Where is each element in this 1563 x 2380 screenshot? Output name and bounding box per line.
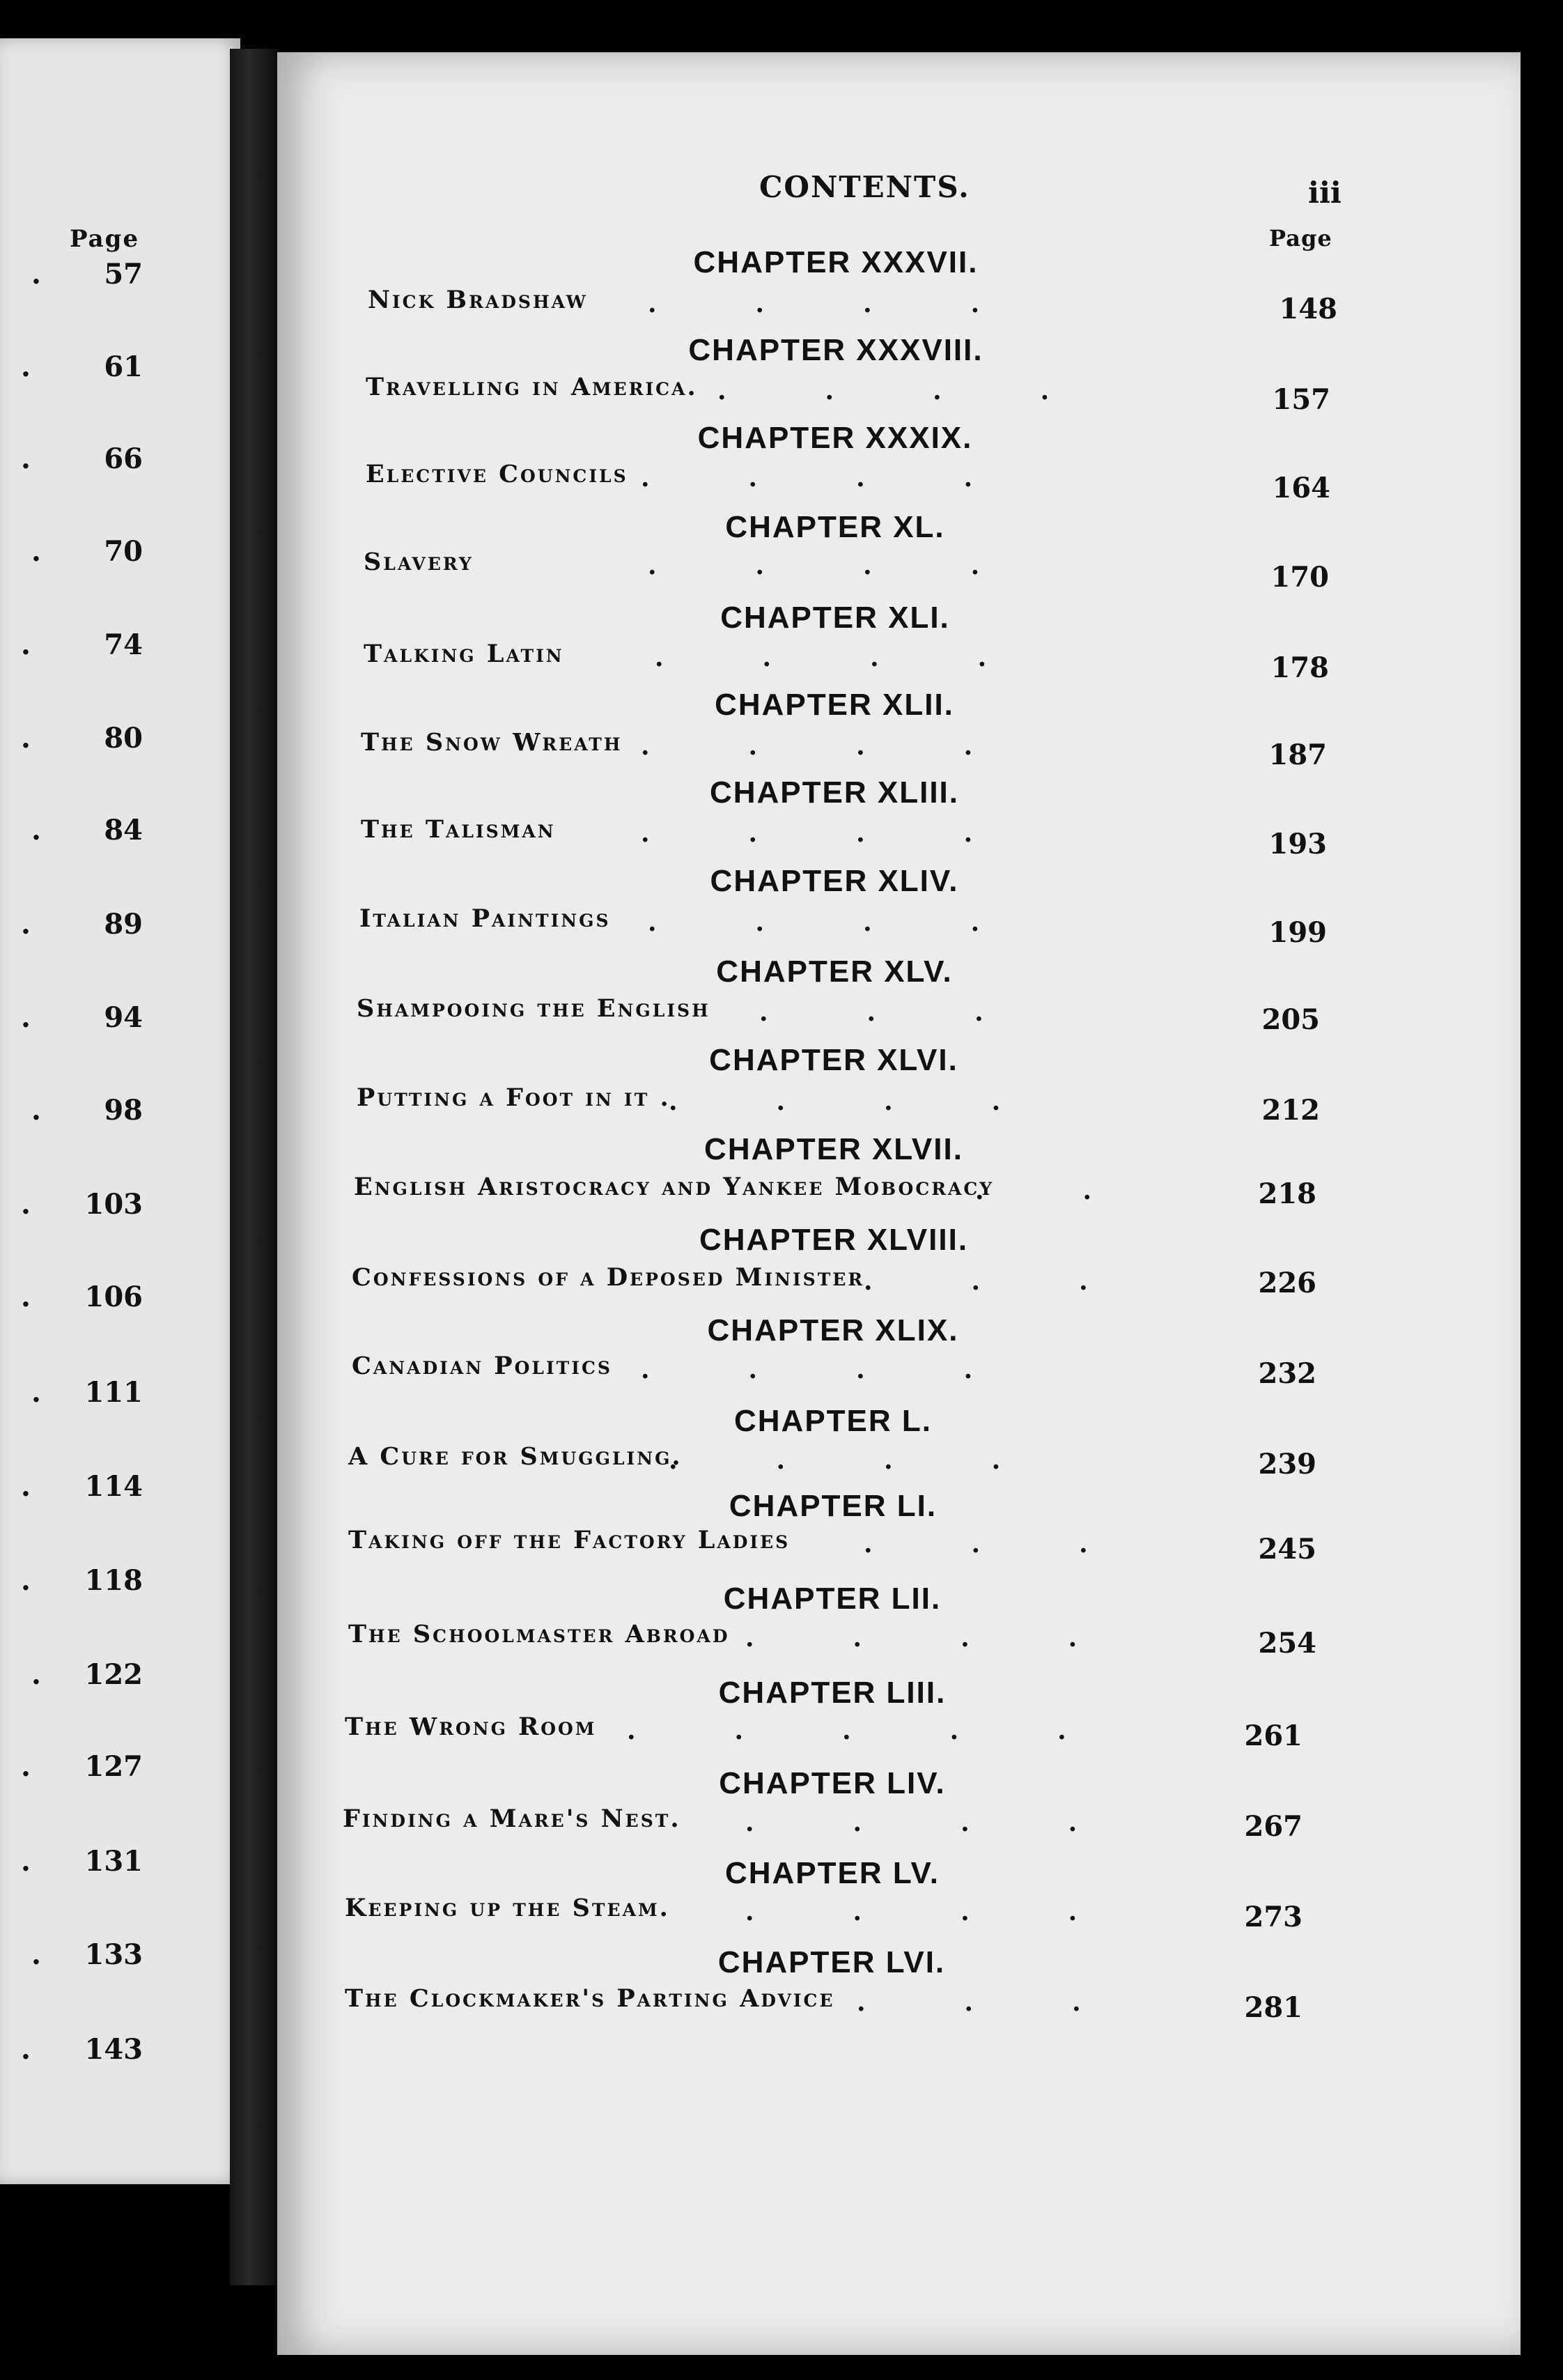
chapter-title: The Wrong Room	[345, 1713, 597, 1741]
leader-dot: .	[31, 1658, 41, 1691]
chapter-heading: CHAPTER XLIII.	[709, 775, 960, 810]
chapter-title: Italian Paintings	[359, 904, 611, 933]
left-page-number: 57	[104, 258, 143, 291]
leader-dots: ....	[648, 551, 1079, 580]
chapter-title: English Aristocracy and Yankee Mobocracy	[354, 1173, 995, 1201]
left-page-number: 143	[84, 2033, 143, 2066]
chapter-heading: CHAPTER XLI.	[720, 601, 950, 635]
page-column-label: Page	[1269, 225, 1332, 252]
chapter-title: Talking Latin	[364, 640, 564, 668]
chapter-title: Canadian Politics	[352, 1352, 612, 1380]
leader-dots: ...	[864, 1267, 1187, 1296]
chapter-heading: CHAPTER LIV.	[719, 1766, 946, 1800]
leader-dots: .....	[627, 1716, 1165, 1745]
chapter-title: Keeping up the Steam.	[345, 1894, 670, 1922]
contents-title: CONTENTS.	[759, 170, 970, 204]
chapter-title: Elective Councils	[366, 460, 628, 488]
chapter-page-number: 267	[1244, 1810, 1302, 1843]
chapter-heading: CHAPTER XLIX.	[707, 1313, 959, 1347]
left-page-number: 133	[84, 1938, 143, 1971]
leader-dots: ....	[717, 376, 1149, 405]
left-page-header-label: Page	[70, 225, 140, 253]
page-number: iii	[1308, 176, 1342, 210]
chapter-page-number: 232	[1258, 1357, 1316, 1390]
left-page-number: 66	[104, 442, 143, 475]
left-page-number: 111	[84, 1376, 143, 1409]
leader-dots: ...	[864, 1529, 1187, 1559]
leader-dots: ....	[641, 463, 1072, 493]
chapter-title: Confessions of a Deposed Minister	[352, 1263, 865, 1292]
left-page-number: 84	[104, 814, 143, 847]
left-page-number: 103	[84, 1188, 143, 1221]
leader-dot: .	[21, 1001, 31, 1034]
chapter-heading: CHAPTER XLVII.	[704, 1132, 963, 1166]
leader-dot: .	[21, 1281, 31, 1313]
chapter-heading: CHAPTER LVI.	[717, 1945, 946, 1979]
chapter-heading: CHAPTER LI.	[729, 1489, 938, 1523]
left-page-number: 106	[84, 1281, 143, 1313]
left-page-number: 74	[104, 628, 143, 661]
left-page-number: 127	[84, 1750, 143, 1783]
leader-dots: ....	[641, 819, 1072, 848]
leader-dot: .	[31, 1938, 41, 1971]
chapter-title: Finding a Mare's Nest.	[343, 1805, 681, 1833]
leader-dots: ....	[641, 1355, 1072, 1384]
leader-dots: ..	[975, 1176, 1191, 1205]
chapter-title: Putting a Foot in it .	[357, 1083, 671, 1112]
chapter-page-number: 148	[1279, 293, 1337, 325]
chapter-title: The Talisman	[361, 815, 556, 844]
leader-dot: .	[21, 1564, 31, 1597]
chapter-heading: CHAPTER XL.	[725, 510, 945, 544]
leader-dot: .	[21, 1750, 31, 1783]
leader-dots: ....	[745, 1808, 1176, 1837]
chapter-page-number: 212	[1261, 1094, 1320, 1127]
leader-dots: ....	[648, 908, 1079, 937]
leader-dot: .	[21, 1845, 31, 1878]
left-page	[0, 38, 240, 2184]
chapter-page-number: 199	[1268, 916, 1327, 949]
chapter-title: The Snow Wreath	[361, 728, 623, 757]
chapter-title: The Schoolmaster Abroad	[348, 1620, 730, 1648]
left-page-number: 118	[84, 1564, 143, 1597]
chapter-heading: CHAPTER XXXIX.	[697, 421, 973, 455]
chapter-title: Slavery	[364, 548, 474, 576]
left-page-number: 114	[84, 1470, 143, 1503]
chapter-title: The Clockmaker's Parting Advice	[345, 1984, 835, 2013]
chapter-page-number: 205	[1261, 1003, 1320, 1036]
left-page-number: 89	[104, 908, 143, 941]
chapter-page-number: 164	[1272, 472, 1330, 504]
leader-dot: .	[31, 1376, 41, 1409]
chapter-page-number: 157	[1272, 383, 1330, 416]
chapter-title: Travelling in America.	[366, 373, 698, 401]
chapter-page-number: 193	[1268, 828, 1327, 860]
leader-dot: .	[31, 1094, 41, 1127]
chapter-heading: CHAPTER L.	[734, 1404, 932, 1438]
chapter-page-number: 226	[1258, 1267, 1316, 1299]
chapter-page-number: 239	[1258, 1448, 1316, 1481]
leader-dot: .	[21, 908, 31, 941]
leader-dot: .	[21, 442, 31, 475]
left-page-number: 98	[104, 1094, 143, 1127]
leader-dots: ....	[641, 732, 1072, 761]
left-page-number: 122	[84, 1658, 143, 1691]
chapter-title: A Cure for Smuggling.	[348, 1442, 683, 1471]
leader-dots: ....	[669, 1087, 1100, 1116]
leader-dot: .	[31, 258, 41, 291]
leader-dots: ....	[648, 289, 1079, 318]
chapter-page-number: 261	[1244, 1720, 1302, 1752]
chapter-heading: CHAPTER LIII.	[718, 1676, 947, 1710]
book-gutter	[230, 49, 279, 2285]
leader-dots: ....	[655, 643, 1086, 672]
leader-dots: ...	[759, 998, 1082, 1027]
chapter-title: Taking off the Factory Ladies	[348, 1526, 791, 1554]
leader-dot: .	[31, 814, 41, 847]
left-page-number: 94	[104, 1001, 143, 1034]
leader-dot: .	[21, 1188, 31, 1221]
leader-dots: ....	[745, 1623, 1176, 1653]
leader-dot: .	[21, 1470, 31, 1503]
left-page-number: 131	[84, 1845, 143, 1878]
chapter-heading: CHAPTER XLIV.	[710, 864, 959, 898]
chapter-page-number: 245	[1258, 1533, 1316, 1566]
chapter-page-number: 218	[1258, 1177, 1316, 1210]
leader-dots: ...	[857, 1988, 1180, 2017]
leader-dot: .	[31, 535, 41, 568]
left-page-number: 61	[104, 350, 143, 383]
chapter-heading: CHAPTER XLVIII.	[699, 1223, 969, 1257]
leader-dots: ....	[669, 1446, 1100, 1475]
leader-dot: .	[21, 628, 31, 661]
chapter-page-number: 187	[1268, 739, 1327, 771]
chapter-heading: CHAPTER LV.	[724, 1856, 940, 1890]
leader-dot: .	[21, 350, 31, 383]
chapter-title: Nick Bradshaw	[368, 286, 588, 314]
chapter-page-number: 273	[1244, 1901, 1302, 1933]
chapter-heading: CHAPTER XLV.	[716, 955, 953, 989]
leader-dot: .	[21, 2033, 31, 2066]
chapter-heading: CHAPTER XLII.	[715, 688, 954, 722]
chapter-heading: CHAPTER XLVI.	[709, 1043, 958, 1077]
left-page-number: 80	[104, 722, 143, 755]
chapter-page-number: 254	[1258, 1627, 1316, 1660]
chapter-page-number: 281	[1244, 1991, 1302, 2024]
chapter-page-number: 178	[1270, 651, 1329, 684]
leader-dot: .	[21, 722, 31, 755]
chapter-heading: CHAPTER XXXVII.	[693, 245, 979, 279]
left-page-number: 70	[104, 535, 143, 568]
chapter-page-number: 170	[1270, 561, 1329, 594]
chapter-heading: CHAPTER LII.	[723, 1582, 942, 1616]
chapter-title: Shampooing the English	[357, 994, 710, 1023]
chapter-heading: CHAPTER XXXVIII.	[688, 333, 983, 367]
leader-dots: ....	[745, 1897, 1176, 1926]
